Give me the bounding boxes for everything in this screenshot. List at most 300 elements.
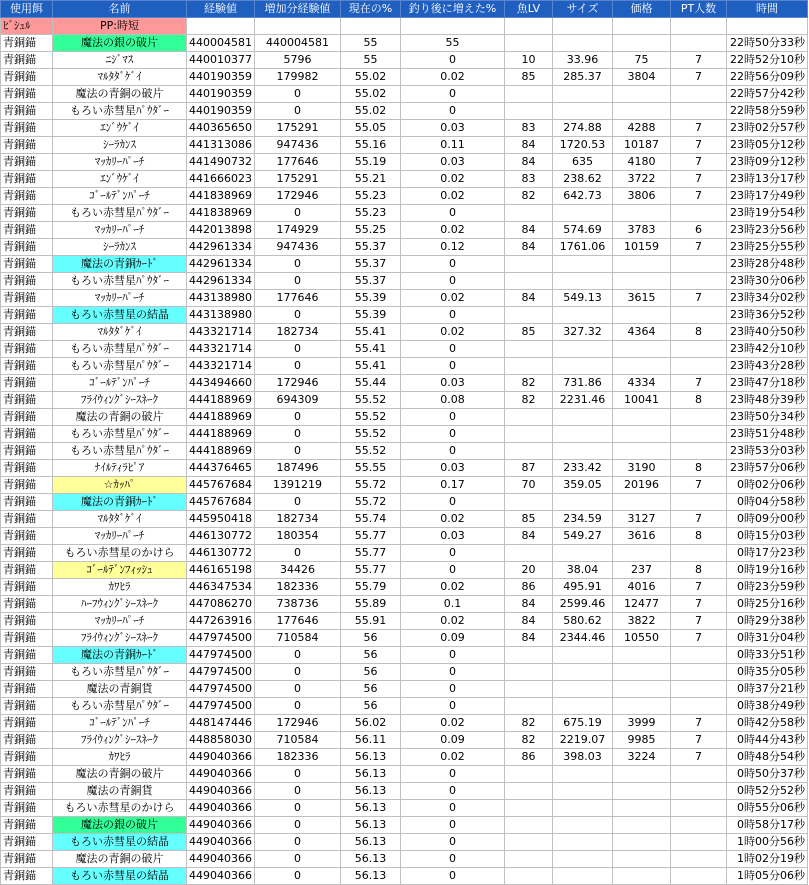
cell-exp-gain[interactable]: 182336 — [255, 749, 341, 766]
cell-size[interactable]: 2219.07 — [553, 732, 613, 749]
cell-bait[interactable]: 青銅錨 — [1, 613, 53, 630]
cell-exp-gain[interactable]: 0 — [255, 273, 341, 290]
cell-name[interactable]: もろい赤彗星のかけら — [53, 800, 187, 817]
cell-pct-gain[interactable]: 0.03 — [401, 154, 505, 171]
cell-exp-gain[interactable]: 0 — [255, 681, 341, 698]
cell-time[interactable]: 23時25分55秒 — [727, 239, 808, 256]
cell-exp-gain[interactable]: 0 — [255, 443, 341, 460]
cell-current-pct[interactable]: 55.37 — [341, 239, 401, 256]
cell-bait[interactable]: 青銅錨 — [1, 562, 53, 579]
cell-fish-lv[interactable]: 85 — [505, 69, 553, 86]
cell-size[interactable] — [553, 681, 613, 698]
cell-time[interactable]: 23時47分18秒 — [727, 375, 808, 392]
cell-exp-gain[interactable]: 0 — [255, 205, 341, 222]
cell-bait[interactable]: 青銅錨 — [1, 35, 53, 52]
cell-pt-count[interactable] — [671, 834, 727, 851]
cell-price[interactable] — [613, 783, 671, 800]
cell-current-pct[interactable]: 55.05 — [341, 120, 401, 137]
cell-exp-gain[interactable]: 947436 — [255, 137, 341, 154]
cell-name[interactable]: もろい赤彗星ﾊﾟｳﾀﾞｰ — [53, 103, 187, 120]
cell-pct-gain[interactable]: 0.11 — [401, 137, 505, 154]
cell-exp-gain[interactable]: 182734 — [255, 324, 341, 341]
info-empty-cell[interactable] — [401, 18, 505, 35]
cell-fish-lv[interactable] — [505, 851, 553, 868]
cell-pct-gain[interactable]: 0.08 — [401, 392, 505, 409]
cell-size[interactable]: 1720.53 — [553, 137, 613, 154]
cell-pt-count[interactable]: 7 — [671, 290, 727, 307]
cell-fish-lv[interactable]: 87 — [505, 460, 553, 477]
cell-current-pct[interactable]: 56.13 — [341, 766, 401, 783]
cell-exp[interactable]: 443494660 — [187, 375, 255, 392]
cell-pct-gain[interactable]: 0 — [401, 545, 505, 562]
cell-time[interactable]: 1時00分56秒 — [727, 834, 808, 851]
cell-current-pct[interactable]: 55.19 — [341, 154, 401, 171]
cell-exp[interactable]: 441838969 — [187, 205, 255, 222]
cell-price[interactable]: 3127 — [613, 511, 671, 528]
cell-fish-lv[interactable] — [505, 358, 553, 375]
cell-price[interactable] — [613, 698, 671, 715]
cell-pt-count[interactable]: 8 — [671, 562, 727, 579]
cell-pct-gain[interactable]: 0.02 — [401, 579, 505, 596]
cell-current-pct[interactable]: 55.79 — [341, 579, 401, 596]
cell-current-pct[interactable]: 56.13 — [341, 851, 401, 868]
cell-pt-count[interactable]: 8 — [671, 460, 727, 477]
cell-name[interactable]: 魔法の青銅の破片 — [53, 851, 187, 868]
cell-size[interactable]: 635 — [553, 154, 613, 171]
cell-bait[interactable]: 青銅錨 — [1, 528, 53, 545]
cell-time[interactable]: 0時04分58秒 — [727, 494, 808, 511]
cell-exp-gain[interactable]: 177646 — [255, 613, 341, 630]
cell-time[interactable]: 23時42分10秒 — [727, 341, 808, 358]
cell-pt-count[interactable] — [671, 443, 727, 460]
cell-exp-gain[interactable]: 0 — [255, 545, 341, 562]
cell-fish-lv[interactable]: 10 — [505, 52, 553, 69]
cell-time[interactable]: 23時53分03秒 — [727, 443, 808, 460]
cell-current-pct[interactable]: 55.41 — [341, 341, 401, 358]
cell-size[interactable]: 495.91 — [553, 579, 613, 596]
cell-pt-count[interactable] — [671, 698, 727, 715]
cell-bait[interactable]: 青銅錨 — [1, 460, 53, 477]
cell-current-pct[interactable]: 55 — [341, 52, 401, 69]
cell-price[interactable] — [613, 664, 671, 681]
cell-fish-lv[interactable]: 84 — [505, 222, 553, 239]
cell-name[interactable]: ｴﾝﾞｳｹﾞｲ — [53, 120, 187, 137]
cell-pt-count[interactable] — [671, 341, 727, 358]
cell-pct-gain[interactable]: 0.03 — [401, 528, 505, 545]
cell-fish-lv[interactable] — [505, 103, 553, 120]
cell-current-pct[interactable]: 55.55 — [341, 460, 401, 477]
cell-current-pct[interactable]: 55.41 — [341, 358, 401, 375]
cell-bait[interactable]: 青銅錨 — [1, 426, 53, 443]
cell-current-pct[interactable]: 55.91 — [341, 613, 401, 630]
cell-bait[interactable]: 青銅錨 — [1, 834, 53, 851]
cell-size[interactable] — [553, 273, 613, 290]
cell-pt-count[interactable] — [671, 800, 727, 817]
cell-price[interactable]: 10187 — [613, 137, 671, 154]
cell-pct-gain[interactable]: 0 — [401, 307, 505, 324]
cell-fish-lv[interactable] — [505, 307, 553, 324]
cell-time[interactable]: 1時05分06秒 — [727, 868, 808, 885]
cell-pct-gain[interactable]: 0 — [401, 86, 505, 103]
cell-size[interactable]: 2599.46 — [553, 596, 613, 613]
cell-name[interactable]: 魔法の銀の破片 — [53, 817, 187, 834]
cell-name[interactable]: ﾌﾗｲｳｨﾝｸﾞｼｰｽﾈｰｸ — [53, 630, 187, 647]
cell-bait[interactable]: 青銅錨 — [1, 409, 53, 426]
cell-pt-count[interactable] — [671, 35, 727, 52]
cell-size[interactable] — [553, 86, 613, 103]
cell-price[interactable] — [613, 494, 671, 511]
cell-price[interactable]: 3616 — [613, 528, 671, 545]
info-empty-cell[interactable] — [255, 18, 341, 35]
cell-exp[interactable]: 445767684 — [187, 477, 255, 494]
cell-pct-gain[interactable]: 0 — [401, 494, 505, 511]
cell-pct-gain[interactable]: 0 — [401, 800, 505, 817]
header-bait[interactable]: 使用餌 — [1, 1, 53, 18]
cell-exp-gain[interactable]: 0 — [255, 817, 341, 834]
cell-bait[interactable]: 青銅錨 — [1, 749, 53, 766]
cell-size[interactable] — [553, 783, 613, 800]
cell-price[interactable]: 3224 — [613, 749, 671, 766]
cell-fish-lv[interactable]: 84 — [505, 596, 553, 613]
cell-price[interactable]: 3999 — [613, 715, 671, 732]
cell-exp[interactable]: 449040366 — [187, 766, 255, 783]
cell-name[interactable]: もろい赤彗星の結晶 — [53, 307, 187, 324]
cell-time[interactable]: 0時33分51秒 — [727, 647, 808, 664]
cell-pt-count[interactable] — [671, 766, 727, 783]
cell-current-pct[interactable]: 56.11 — [341, 732, 401, 749]
cell-exp[interactable]: 449040366 — [187, 749, 255, 766]
cell-price[interactable] — [613, 443, 671, 460]
cell-fish-lv[interactable] — [505, 766, 553, 783]
cell-size[interactable] — [553, 868, 613, 885]
cell-size[interactable]: 1761.06 — [553, 239, 613, 256]
cell-name[interactable]: ☆ｶｯﾊﾟ — [53, 477, 187, 494]
cell-pct-gain[interactable]: 0 — [401, 443, 505, 460]
cell-exp[interactable]: 449040366 — [187, 851, 255, 868]
cell-pt-count[interactable]: 7 — [671, 52, 727, 69]
cell-pct-gain[interactable]: 0 — [401, 273, 505, 290]
cell-pct-gain[interactable]: 55 — [401, 35, 505, 52]
cell-size[interactable] — [553, 443, 613, 460]
cell-name[interactable]: もろい赤彗星ﾊﾟｳﾀﾞｰ — [53, 443, 187, 460]
cell-bait[interactable]: 青銅錨 — [1, 851, 53, 868]
cell-size[interactable] — [553, 103, 613, 120]
cell-time[interactable]: 0時35分05秒 — [727, 664, 808, 681]
cell-current-pct[interactable]: 55.23 — [341, 205, 401, 222]
cell-pct-gain[interactable]: 0 — [401, 851, 505, 868]
cell-price[interactable]: 9985 — [613, 732, 671, 749]
cell-exp-gain[interactable]: 710584 — [255, 732, 341, 749]
cell-exp[interactable]: 443138980 — [187, 290, 255, 307]
cell-bait[interactable]: 青銅錨 — [1, 494, 53, 511]
cell-exp-gain[interactable]: 177646 — [255, 154, 341, 171]
cell-time[interactable]: 23時17分49秒 — [727, 188, 808, 205]
cell-time[interactable]: 23時51分48秒 — [727, 426, 808, 443]
cell-price[interactable]: 10550 — [613, 630, 671, 647]
cell-fish-lv[interactable] — [505, 426, 553, 443]
cell-exp-gain[interactable]: 710584 — [255, 630, 341, 647]
cell-bait[interactable]: 青銅錨 — [1, 698, 53, 715]
cell-current-pct[interactable]: 55.39 — [341, 290, 401, 307]
cell-price[interactable] — [613, 681, 671, 698]
cell-bait[interactable]: 青銅錨 — [1, 868, 53, 885]
cell-fish-lv[interactable] — [505, 800, 553, 817]
cell-fish-lv[interactable]: 83 — [505, 171, 553, 188]
cell-bait[interactable]: 青銅錨 — [1, 205, 53, 222]
cell-name[interactable]: ﾏﾙﾀﾀﾞｹﾞｲ — [53, 69, 187, 86]
cell-pt-count[interactable]: 7 — [671, 596, 727, 613]
cell-fish-lv[interactable] — [505, 681, 553, 698]
cell-pct-gain[interactable]: 0.02 — [401, 511, 505, 528]
cell-exp[interactable]: 442961334 — [187, 256, 255, 273]
cell-size[interactable] — [553, 647, 613, 664]
cell-exp-gain[interactable]: 1391219 — [255, 477, 341, 494]
header-fish-lv[interactable]: 魚LV — [505, 1, 553, 18]
cell-pct-gain[interactable]: 0 — [401, 205, 505, 222]
cell-exp-gain[interactable]: 34426 — [255, 562, 341, 579]
cell-pt-count[interactable] — [671, 426, 727, 443]
cell-time[interactable]: 23時09分12秒 — [727, 154, 808, 171]
cell-exp-gain[interactable]: 175291 — [255, 171, 341, 188]
cell-name[interactable]: もろい赤彗星ﾊﾟｳﾀﾞｰ — [53, 358, 187, 375]
cell-fish-lv[interactable]: 83 — [505, 120, 553, 137]
cell-bait[interactable]: 青銅錨 — [1, 69, 53, 86]
cell-pct-gain[interactable]: 0.02 — [401, 324, 505, 341]
cell-name[interactable]: ﾌﾗｲｳｨﾝｸﾞｼｰｽﾈｰｸ — [53, 392, 187, 409]
cell-bait[interactable]: 青銅錨 — [1, 443, 53, 460]
cell-exp[interactable]: 440365650 — [187, 120, 255, 137]
cell-price[interactable]: 75 — [613, 52, 671, 69]
cell-time[interactable]: 0時50分37秒 — [727, 766, 808, 783]
cell-bait[interactable]: 青銅錨 — [1, 681, 53, 698]
header-pct-gain[interactable]: 釣り後に増えた% — [401, 1, 505, 18]
cell-bait[interactable]: 青銅錨 — [1, 154, 53, 171]
cell-time[interactable]: 23時48分39秒 — [727, 392, 808, 409]
cell-fish-lv[interactable]: 84 — [505, 154, 553, 171]
cell-fish-lv[interactable]: 84 — [505, 137, 553, 154]
cell-exp[interactable]: 447974500 — [187, 681, 255, 698]
cell-size[interactable] — [553, 307, 613, 324]
cell-exp-gain[interactable]: 0 — [255, 426, 341, 443]
cell-pt-count[interactable]: 7 — [671, 630, 727, 647]
cell-name[interactable]: ﾏﾙﾀﾀﾞｹﾞｲ — [53, 324, 187, 341]
cell-pt-count[interactable] — [671, 817, 727, 834]
cell-bait[interactable]: 青銅錨 — [1, 120, 53, 137]
cell-size[interactable] — [553, 256, 613, 273]
cell-pct-gain[interactable]: 0 — [401, 426, 505, 443]
cell-fish-lv[interactable]: 20 — [505, 562, 553, 579]
cell-exp[interactable]: 446130772 — [187, 528, 255, 545]
cell-current-pct[interactable]: 56.02 — [341, 715, 401, 732]
cell-pct-gain[interactable]: 0 — [401, 783, 505, 800]
cell-name[interactable]: 魔法の青銅ｶｰﾄﾞ — [53, 256, 187, 273]
cell-exp[interactable]: 449040366 — [187, 817, 255, 834]
cell-exp[interactable]: 449040366 — [187, 800, 255, 817]
cell-pct-gain[interactable]: 0.02 — [401, 749, 505, 766]
cell-current-pct[interactable]: 55.74 — [341, 511, 401, 528]
cell-size[interactable] — [553, 409, 613, 426]
cell-fish-lv[interactable] — [505, 834, 553, 851]
cell-price[interactable]: 20196 — [613, 477, 671, 494]
cell-name[interactable]: もろい赤彗星の結晶 — [53, 868, 187, 885]
cell-pt-count[interactable] — [671, 868, 727, 885]
cell-fish-lv[interactable] — [505, 35, 553, 52]
cell-fish-lv[interactable] — [505, 698, 553, 715]
cell-pct-gain[interactable]: 0 — [401, 698, 505, 715]
cell-fish-lv[interactable]: 82 — [505, 375, 553, 392]
cell-pct-gain[interactable]: 0 — [401, 681, 505, 698]
cell-size[interactable]: 549.27 — [553, 528, 613, 545]
cell-current-pct[interactable]: 56 — [341, 698, 401, 715]
cell-fish-lv[interactable]: 82 — [505, 392, 553, 409]
cell-price[interactable] — [613, 307, 671, 324]
cell-name[interactable]: ﾏｯｶﾘｰﾊﾟｰﾁ — [53, 613, 187, 630]
cell-current-pct[interactable]: 56.13 — [341, 817, 401, 834]
cell-current-pct[interactable]: 55.77 — [341, 562, 401, 579]
cell-current-pct[interactable]: 56.13 — [341, 834, 401, 851]
cell-name[interactable]: もろい赤彗星ﾊﾟｳﾀﾞｰ — [53, 698, 187, 715]
cell-current-pct[interactable]: 55 — [341, 35, 401, 52]
cell-exp[interactable]: 443321714 — [187, 324, 255, 341]
cell-current-pct[interactable]: 55.21 — [341, 171, 401, 188]
cell-pt-count[interactable]: 8 — [671, 324, 727, 341]
header-exp-gain[interactable]: 増加分経験値 — [255, 1, 341, 18]
cell-size[interactable] — [553, 205, 613, 222]
cell-size[interactable] — [553, 851, 613, 868]
cell-pct-gain[interactable]: 0 — [401, 868, 505, 885]
cell-fish-lv[interactable]: 86 — [505, 579, 553, 596]
cell-time[interactable]: 22時57分42秒 — [727, 86, 808, 103]
cell-time[interactable]: 0時25分16秒 — [727, 596, 808, 613]
cell-pt-count[interactable]: 7 — [671, 120, 727, 137]
cell-fish-lv[interactable] — [505, 443, 553, 460]
cell-current-pct[interactable]: 55.41 — [341, 324, 401, 341]
cell-pt-count[interactable] — [671, 307, 727, 324]
cell-pct-gain[interactable]: 0 — [401, 52, 505, 69]
cell-size[interactable]: 731.86 — [553, 375, 613, 392]
cell-bait[interactable]: 青銅錨 — [1, 766, 53, 783]
cell-fish-lv[interactable] — [505, 341, 553, 358]
cell-pt-count[interactable] — [671, 103, 727, 120]
cell-current-pct[interactable]: 56 — [341, 647, 401, 664]
header-size[interactable]: サイズ — [553, 1, 613, 18]
info-empty-cell[interactable] — [505, 18, 553, 35]
cell-time[interactable]: 22時56分09秒 — [727, 69, 808, 86]
cell-pct-gain[interactable]: 0 — [401, 766, 505, 783]
cell-size[interactable]: 398.03 — [553, 749, 613, 766]
cell-time[interactable]: 0時55分06秒 — [727, 800, 808, 817]
cell-exp-gain[interactable]: 172946 — [255, 715, 341, 732]
cell-fish-lv[interactable] — [505, 647, 553, 664]
cell-name[interactable]: ｺﾞｰﾙﾃﾞﾝﾊﾟｰﾁ — [53, 188, 187, 205]
cell-pt-count[interactable]: 7 — [671, 749, 727, 766]
cell-size[interactable] — [553, 341, 613, 358]
cell-current-pct[interactable]: 55.72 — [341, 477, 401, 494]
cell-time[interactable]: 23時50分34秒 — [727, 409, 808, 426]
cell-price[interactable]: 10041 — [613, 392, 671, 409]
cell-price[interactable] — [613, 86, 671, 103]
cell-size[interactable]: 33.96 — [553, 52, 613, 69]
cell-pt-count[interactable] — [671, 647, 727, 664]
cell-pt-count[interactable] — [671, 409, 727, 426]
header-pt-count[interactable]: PT人数 — [671, 1, 727, 18]
cell-current-pct[interactable]: 55.02 — [341, 69, 401, 86]
cell-pct-gain[interactable]: 0.02 — [401, 613, 505, 630]
cell-time[interactable]: 23時02分57秒 — [727, 120, 808, 137]
cell-bait[interactable]: 青銅錨 — [1, 188, 53, 205]
cell-exp[interactable]: 441313086 — [187, 137, 255, 154]
cell-exp-gain[interactable]: 0 — [255, 783, 341, 800]
cell-pt-count[interactable] — [671, 851, 727, 868]
cell-pct-gain[interactable]: 0.02 — [401, 222, 505, 239]
cell-exp[interactable]: 440190359 — [187, 86, 255, 103]
cell-current-pct[interactable]: 55.39 — [341, 307, 401, 324]
cell-bait[interactable]: 青銅錨 — [1, 52, 53, 69]
cell-bait[interactable]: 青銅錨 — [1, 86, 53, 103]
cell-exp-gain[interactable]: 0 — [255, 800, 341, 817]
cell-pt-count[interactable] — [671, 664, 727, 681]
cell-pt-count[interactable]: 7 — [671, 715, 727, 732]
cell-current-pct[interactable]: 55.23 — [341, 188, 401, 205]
cell-size[interactable]: 580.62 — [553, 613, 613, 630]
info-empty-cell[interactable] — [341, 18, 401, 35]
cell-time[interactable]: 0時42分58秒 — [727, 715, 808, 732]
cell-current-pct[interactable]: 56 — [341, 681, 401, 698]
cell-time[interactable]: 22時50分33秒 — [727, 35, 808, 52]
cell-fish-lv[interactable]: 85 — [505, 324, 553, 341]
cell-pct-gain[interactable]: 0.09 — [401, 732, 505, 749]
cell-pt-count[interactable]: 7 — [671, 154, 727, 171]
cell-bait[interactable]: 青銅錨 — [1, 341, 53, 358]
cell-size[interactable]: 238.62 — [553, 171, 613, 188]
cell-fish-lv[interactable]: 82 — [505, 188, 553, 205]
cell-size[interactable] — [553, 834, 613, 851]
cell-pt-count[interactable] — [671, 273, 727, 290]
cell-exp-gain[interactable]: 187496 — [255, 460, 341, 477]
cell-size[interactable] — [553, 426, 613, 443]
cell-fish-lv[interactable] — [505, 494, 553, 511]
cell-size[interactable] — [553, 494, 613, 511]
cell-price[interactable] — [613, 256, 671, 273]
cell-name[interactable]: 魔法の青銅の破片 — [53, 86, 187, 103]
cell-name[interactable]: 魔法の青銅の破片 — [53, 766, 187, 783]
cell-pct-gain[interactable]: 0.03 — [401, 375, 505, 392]
cell-bait[interactable]: 青銅錨 — [1, 137, 53, 154]
cell-pct-gain[interactable]: 0 — [401, 664, 505, 681]
cell-exp[interactable]: 447974500 — [187, 664, 255, 681]
cell-name[interactable]: 魔法の青銅貨 — [53, 783, 187, 800]
cell-pt-count[interactable]: 7 — [671, 188, 727, 205]
cell-price[interactable]: 4334 — [613, 375, 671, 392]
cell-exp-gain[interactable]: 175291 — [255, 120, 341, 137]
cell-exp-gain[interactable]: 0 — [255, 86, 341, 103]
info-empty-cell[interactable] — [613, 18, 671, 35]
cell-fish-lv[interactable] — [505, 86, 553, 103]
cell-pct-gain[interactable]: 0.1 — [401, 596, 505, 613]
cell-current-pct[interactable]: 55.52 — [341, 409, 401, 426]
cell-fish-lv[interactable] — [505, 545, 553, 562]
cell-time[interactable]: 23時30分06秒 — [727, 273, 808, 290]
cell-name[interactable]: もろい赤彗星ﾊﾟｳﾀﾞｰ — [53, 205, 187, 222]
cell-pt-count[interactable] — [671, 86, 727, 103]
cell-price[interactable]: 3806 — [613, 188, 671, 205]
cell-name[interactable]: ﾏﾙﾀﾀﾞｹﾞｲ — [53, 511, 187, 528]
cell-exp[interactable]: 442961334 — [187, 273, 255, 290]
cell-exp-gain[interactable]: 947436 — [255, 239, 341, 256]
cell-exp-gain[interactable]: 180354 — [255, 528, 341, 545]
cell-name[interactable]: もろい赤彗星ﾊﾟｳﾀﾞｰ — [53, 273, 187, 290]
cell-exp-gain[interactable]: 0 — [255, 256, 341, 273]
